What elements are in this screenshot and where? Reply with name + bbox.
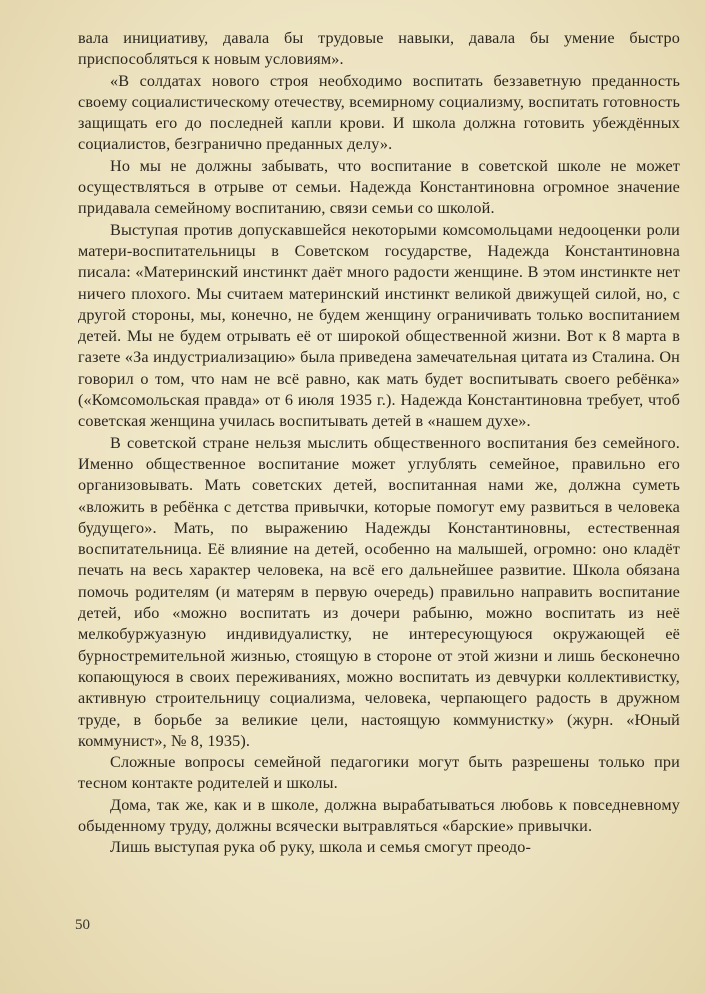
page-body-text — [78, 28, 680, 859]
page-number: 50 — [75, 917, 90, 933]
paragraph-family-pedagogy: Сложные вопросы семейной педагогики могут быть разрешены только при тесном контакте родителей и школы. — [78, 753, 680, 793]
paragraph-family-school: Но мы не должны забывать, что воспитание в советской школе не может осуществляться в отрыве от семьи. Надежда Константиновна огромное значение придавала семейному воспитанию, связи семьи со школой. — [78, 156, 680, 218]
paragraph-maternal-instinct: Выступая против допускавшейся некоторыми комсомольцами недооценки роли матери-воспитательницы в Советском государстве, Надежда Константиновна писала: «Материнский инстинкт даёт много радости женщине. В этом инстинкте нет ничего плохого. Мы считаем материнский инстинкт великой движущей силой, но, с другой стороны, мы, конечно, не будем женщину ограничивать только воспитанием детей. Мы не будем отрывать её от широкой общественной жизни. Вот к 8 марта в газете «За индустриализацию» была приведена замечательная цитата из Сталина. Он говорил о том, что нам не всё равно, как мать будет воспитывать своего ребёнка» («Комсомольская правда» от 6 июля 1935 г.). Надежда Константиновна требует, чтоб советская женщина училась воспитывать детей в «нашем духе». — [78, 220, 680, 431]
paragraph-continuation: вала инициативу, давала бы трудовые навыки, давала бы умение быстро приспособляться к новым условиям». — [78, 29, 680, 69]
paragraph-home-labor: Дома, так же, как и в школе, должна вырабатываться любовь к повседневному обыденному труду, должны всячески вытравляться «барские» привычки. — [78, 795, 680, 835]
paragraph-public-education: В советской стране нельзя мыслить общественного воспитания без семейного. Именно общественное воспитание может углублять семейное, правильно его организовывать. Мать советских детей, воспитанная нами же, должна суметь «вложить в ребёнка с детства привычки, которые помогут ему развиться в человека будущего». Мать, по выражению Надежды Константиновны, естественная воспитательница. Её влияние на детей, особенно на малышей, огромно: оно кладёт печать на весь характер человека, на всё его дальнейшее развитие. Школа обязана помочь родителям (и матерям в первую очередь) правильно направить воспитание детей, ибо «можно воспитать из дочери рабыню, можно воспитать из неё мелкобуржуазную индивидуалистку, не интересующуюся окружающей её бурностремительной жизнью, стоящую в стороне от этой жизни и лишь бесконечно копающуюся в своих переживаниях, можно воспитать из девчурки коллективистку, активную строительницу социализма, человека, черпающего радость в дружном труде, в борьбе за великие цели, настоящую коммунистку» (журн. «Юный коммунист», № 8, 1935). — [78, 433, 680, 750]
paragraph-quote-soldiers: «В солдатах нового строя необходимо воспитать беззаветную преданность своему социалистическому отечеству, всемирному социализму, воспитать готовность защищать его до последней капли крови. И школа должна готовить убеждённых социалистов, безгранично преданных делу». — [78, 71, 680, 154]
paragraph-closing: Лишь выступая рука об руку, школа и семья смогут преодо- — [110, 838, 532, 857]
